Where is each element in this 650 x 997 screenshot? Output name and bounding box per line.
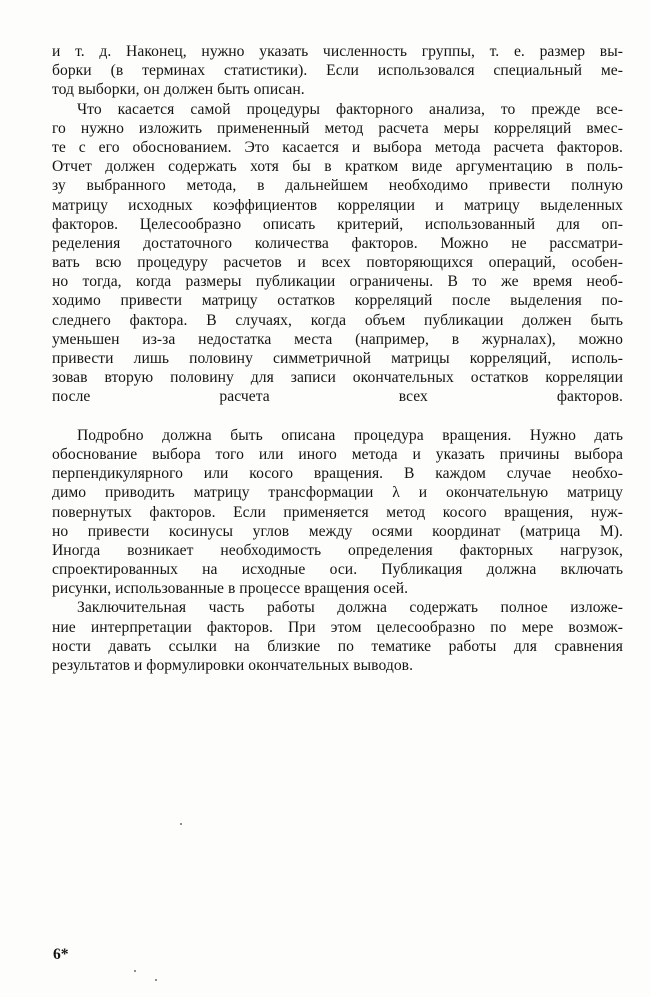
text-line: ределения достаточного количества факторов. Можно не рассматри-: [52, 234, 623, 252]
text-line: Заключительная часть работы должна содержать полное изложе-: [77, 599, 623, 617]
text-line: зовав вторую половину для записи окончательных остатков корреляции: [52, 369, 623, 387]
text-line: Что касается самой процедуры факторного анализа, то прежде все-: [77, 100, 623, 118]
text-line: спроектированных на исходные оси. Публикация должна включать: [52, 561, 623, 579]
text-line: повернутых факторов. Если применяется метод косого вращения, нуж-: [52, 503, 623, 521]
text-line: но привести косинусы углов между осями координат (матрица M).: [52, 522, 623, 540]
text-line: тод выборки, он должен быть описан.: [52, 81, 305, 99]
paragraph-rotation: [52, 426, 623, 599]
text-line: матрицу исходных коэффициентов корреляции и матрицу выделенных: [52, 196, 623, 214]
text-line: Отчет должен содержать хотя бы в кратком виде аргументацию в поль-: [52, 158, 623, 176]
scan-speck: [180, 823, 182, 825]
text-line: зу выбранного метода, в дальнейшем необходимо привести полную: [52, 177, 623, 195]
text-line: ности давать ссылки на близкие по тематике работы для сравнения: [52, 637, 623, 655]
text-line: [52, 407, 623, 426]
text-line: факторов. Целесообразно описать критерий, использованный для оп-: [52, 215, 623, 233]
text-line: Подробно должна быть описана процедура вращения. Нужно дать: [77, 426, 623, 444]
text-line: уменьшен из-за недостатка места (например, в журналах), можно: [52, 330, 623, 348]
scan-speck: [155, 979, 157, 981]
page-number: 6*: [53, 946, 69, 963]
text-line: и т. д. Наконец, нужно указать численность группы, т. е. размер вы-: [52, 43, 623, 60]
text-line: перпендикулярного или косого вращения. В каждом случае необхо-: [52, 465, 623, 483]
text-line: те с его обоснованием. Это касается и выбора метода расчета факторов.: [52, 138, 623, 156]
text-line: Иногда возникает необходимость определения факторных нагрузок,: [52, 541, 623, 559]
body-text: [52, 42, 623, 675]
text-line: ходимо привести матрицу остатков корреляций после выделения по-: [52, 292, 623, 310]
text-line: но тогда, когда размеры публикации ограничены. В то же время необ-: [52, 273, 623, 291]
text-line: обоснование выбора того или иного метода и указать причины выбора: [52, 445, 623, 463]
text-line: после расчета всех факторов.: [52, 388, 623, 406]
scan-speck: [134, 970, 136, 972]
paragraph-factor-procedure: [52, 100, 623, 426]
text-line: привести лишь половину симметричной матрицы корреляций, исполь-: [52, 350, 623, 367]
text-line: борки (в терминах статистики). Если использовался специальный ме-: [52, 62, 623, 80]
text-line: ние интерпретации факторов. При этом целесообразно по мере возмож-: [52, 618, 623, 636]
text-line: го нужно изложить примененный метод расчета меры корреляций вмес-: [52, 119, 623, 137]
text-line: рисунки, использованные в процессе вращения осей.: [52, 580, 409, 598]
text-line: следнего фактора. В случаях, когда объем публикации должен быть: [52, 311, 623, 329]
paragraph-conclusion: [52, 598, 623, 675]
paragraph-continuation: [52, 42, 623, 100]
text-line: димо приводить матрицу трансформации λ и окончательную матрицу: [52, 484, 623, 502]
text-line: результатов и формулировки окончательных выводов.: [52, 657, 414, 674]
text-line: вать всю процедуру расчетов и всех повторяющихся операций, особен-: [52, 254, 623, 272]
